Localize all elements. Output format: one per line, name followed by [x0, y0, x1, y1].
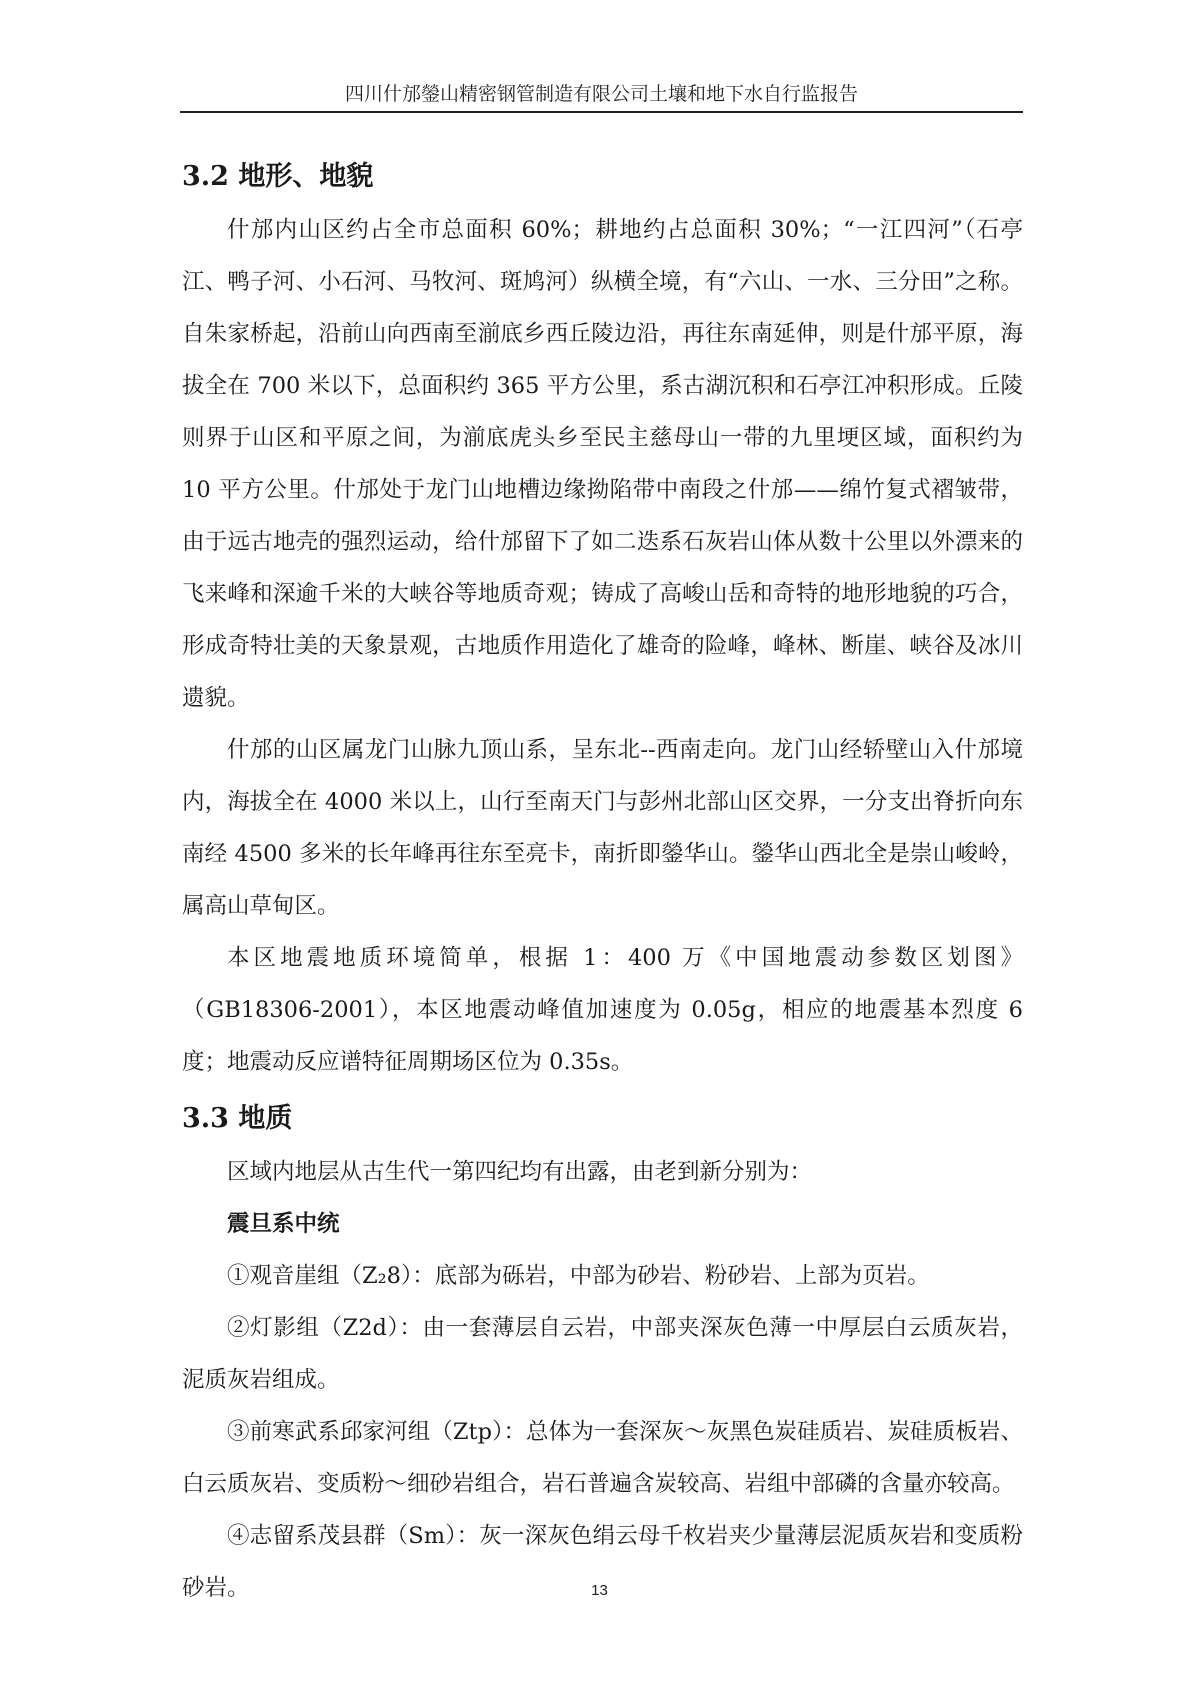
page-header-title: 四川什邡鎣山精密钢管制造有限公司土壤和地下水自行监报告 [344, 83, 858, 105]
list-item-qiujiahe: ③前寒武系邱家河组（Ztp）：总体为一套深灰～灰黑色炭硅质岩、炭硅质板岩、白云质灰岩、变质粉～细砂岩组合，岩石普遍含炭较高、岩组中部磷的含量亦较高。 [182, 1419, 1023, 1497]
list-item-maoxian: ④志留系茂县群（Sm）：灰一深灰色绢云母千枚岩夹少量薄层泥质灰岩和变质粉砂岩。 [182, 1523, 1023, 1601]
paragraph-mountains: 什邡的山区属龙门山脉九顶山系，呈东北--西南走向。龙门山经轿壁山入什邡境内，海拔全在 4000 米以上，山行至南天门与彭州北部山区交界，一分支出脊折向东南经 4500 多米的长年峰再往东至亮卡，南折即鎣华山。鎣华山西北全是崇山峻岭，属高山草甸区。 [182, 737, 1023, 919]
section-heading-3-3: 3.3 地质 [182, 1103, 293, 1134]
section-heading-3-2: 3.2 地形、地貌 [182, 161, 374, 192]
list-item-dengying: ②灯影组（Z2d）：由一套薄层自云岩，中部夹深灰色薄一中厚层白云质灰岩，泥质灰岩组成。 [182, 1315, 1023, 1393]
list-item-guanyinya: ①观音崖组（Z₂8）：底部为砾岩，中部为砂岩、粉砂岩、上部为页岩。 [227, 1263, 930, 1289]
paragraph-strata-intro: 区域内地层从古生代一第四纪均有出露，由老到新分别为： [227, 1159, 813, 1185]
page-number: 13 [591, 1582, 608, 1599]
paragraph-terrain: 什邡内山区约占全市总面积 60%；耕地约占总面积 30%；“一江四河”（石亭江、鸭子河、小石河、马牧河、斑鸠河）纵横全境，有“六山、一水、三分田”之称。自朱家桥起，沿前山向西南至湔底乡西丘陵边沿，再往东南延伸，则是什邡平原，海拔全在 700 米以下，总面积约 365 平方公里，系古湖沉积和石亭江冲积形成。丘陵则界于山区和平原之间，为湔底虎头乡至民主慈母山一带的九里埂区域，面积约为 10 平方公里。什邡处于龙门山地槽边缘拗陷带中南段之什邡——绵竹复式褶皱带，由于远古地壳的强烈运动，给什邡留下了如二迭系石灰岩山体从数十公里以外漂来的飞来峰和深逾千米的大峡谷等地质奇观；铸成了高峻山岳和奇特的地形地貌的巧合，形成奇特壮美的天象景观，古地质作用造化了雄奇的险峰，峰林、断崖、峡谷及冰川遗貌。 [182, 217, 1023, 711]
paragraph-seismic: 本区地震地质环境简单，根据 1：400 万《中国地震动参数区划图》（GB18306-2001），本区地震动峰值加速度为 0.05g，相应的地震基本烈度 6 度；地震动反应谱特征周期场区位为 0.35s。 [182, 945, 1023, 1075]
document-body [182, 152, 1023, 1614]
subheading-sinian-middle: 震旦系中统 [227, 1211, 340, 1237]
header-divider [180, 111, 1023, 113]
